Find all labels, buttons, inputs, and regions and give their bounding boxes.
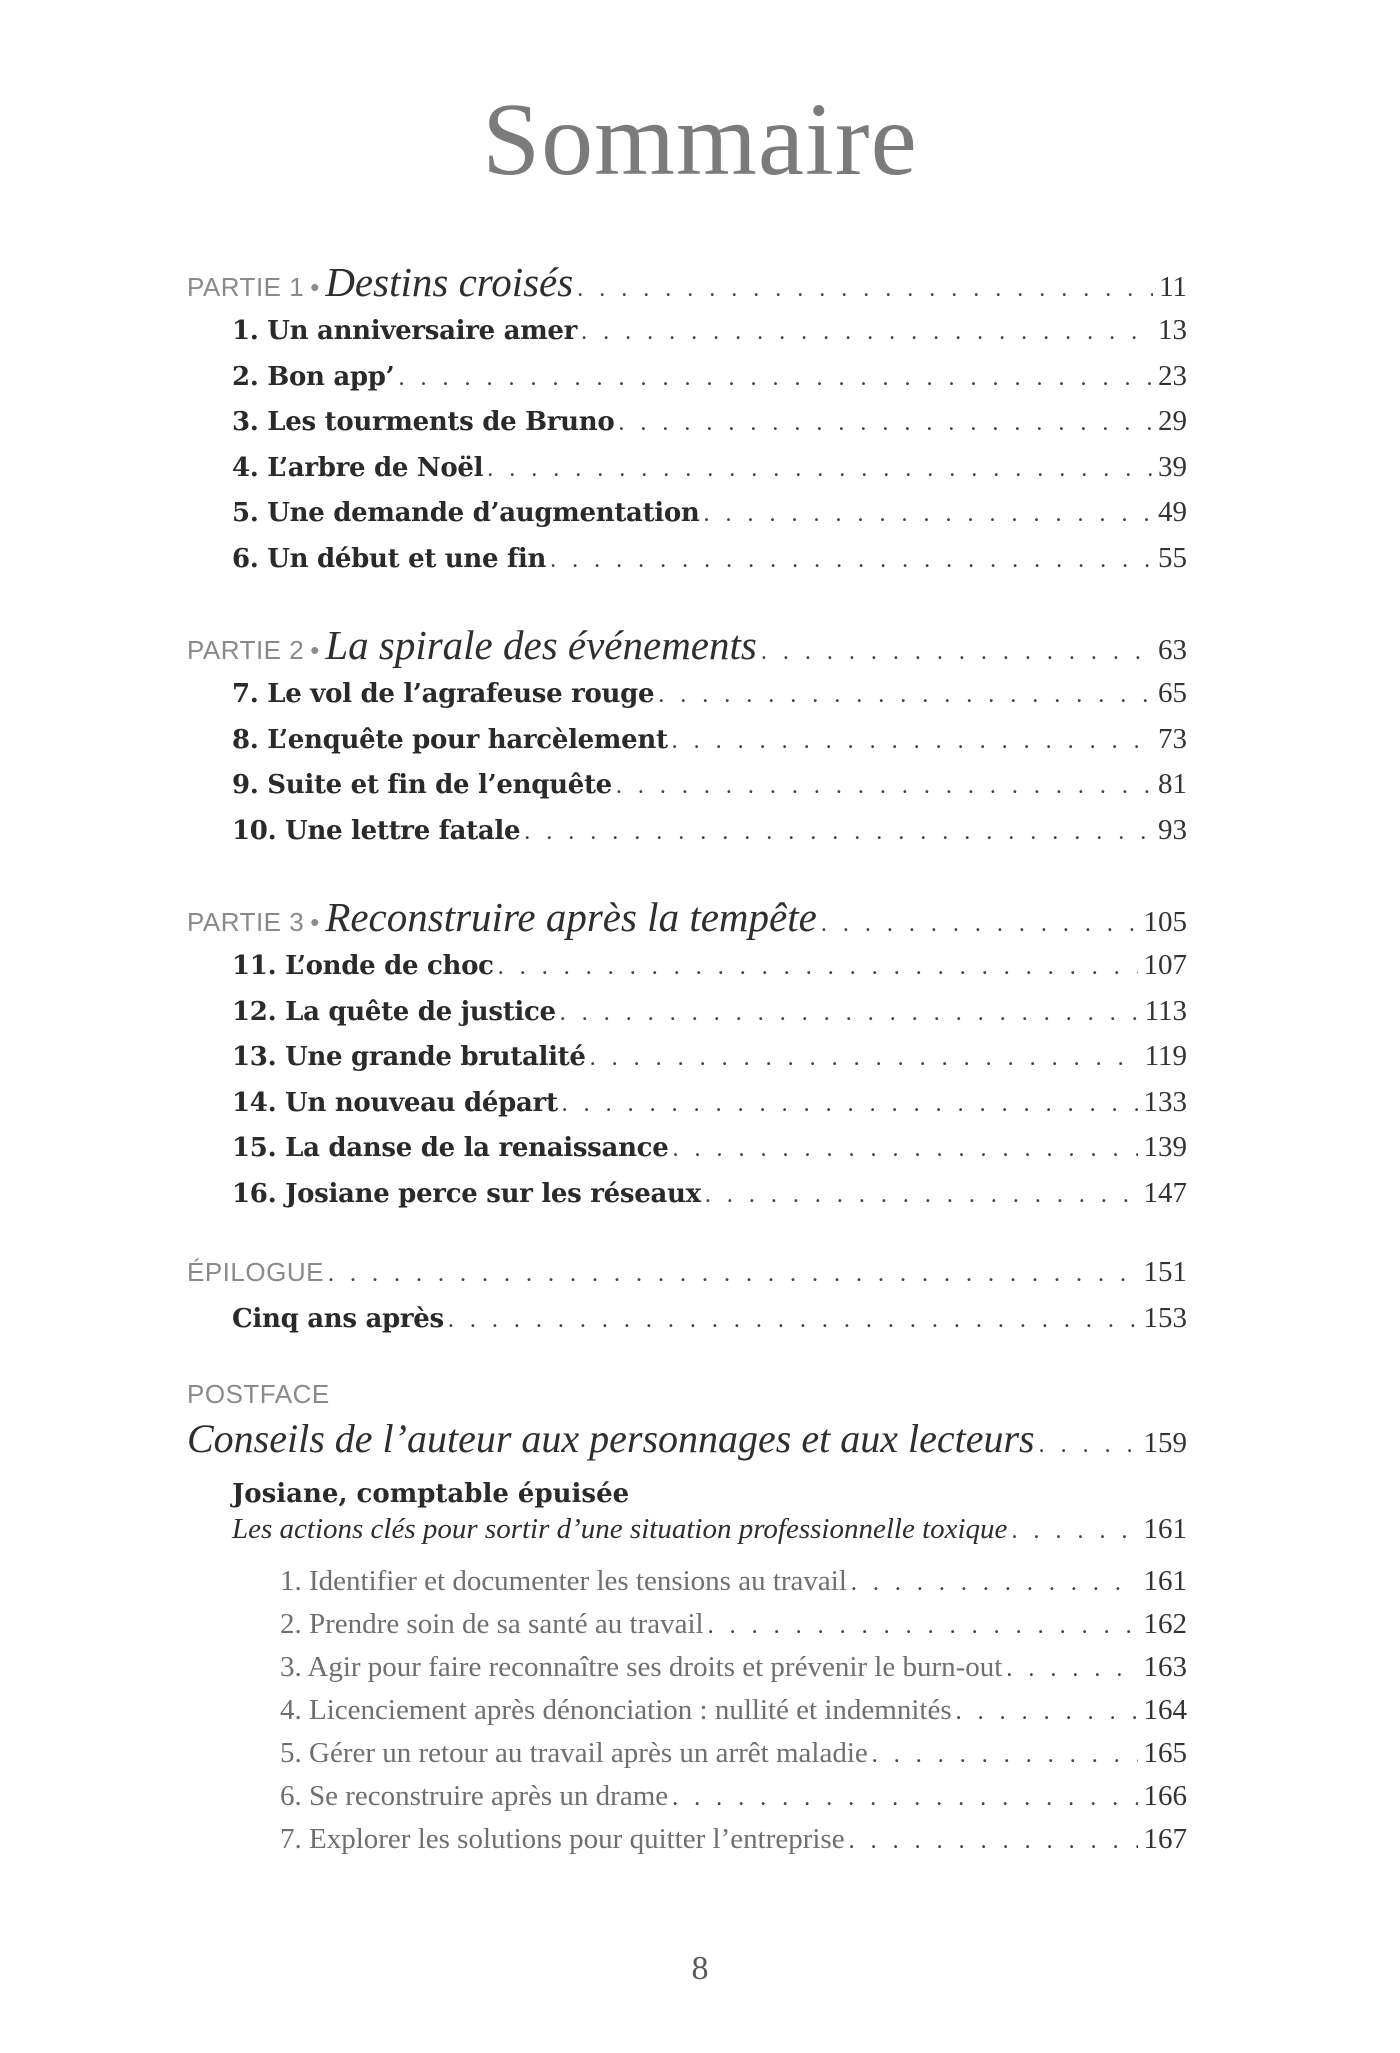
page-ref: 29 — [1158, 405, 1187, 437]
dot-leader — [704, 501, 1152, 528]
chapter-label: 1. Un anniversaire amer — [232, 316, 578, 346]
page-ref: 119 — [1144, 1040, 1187, 1072]
toc-chapter[interactable] — [187, 542, 1187, 588]
page-ref: 165 — [1143, 1737, 1187, 1769]
part-bullet: • — [310, 272, 320, 302]
page-ref: 162 — [1143, 1608, 1187, 1640]
dot-leader — [448, 1307, 1138, 1334]
part-title: La spirale des événements — [325, 622, 757, 668]
part-label: PARTIE 2 — [187, 635, 305, 665]
part-title: Destins croisés — [325, 259, 574, 305]
part-title: Reconstruire après la tempête — [325, 894, 817, 940]
chapter-label: 6. Un début et une fin — [232, 543, 547, 574]
dot-leader — [524, 819, 1152, 846]
page-ref: 107 — [1143, 949, 1187, 981]
toc-chapter[interactable] — [187, 949, 1187, 995]
page-ref: 23 — [1158, 359, 1187, 392]
toc-chapter[interactable] — [187, 496, 1187, 542]
page-ref: 11 — [1159, 271, 1187, 303]
dot-leader — [708, 1613, 1138, 1640]
page-title: Sommaire — [482, 82, 918, 197]
toc-chapter[interactable] — [187, 1086, 1187, 1132]
dot-leader — [618, 410, 1152, 437]
chapter-label: 7. Le vol de l’agrafeuse rouge — [232, 679, 655, 709]
dot-leader — [705, 1182, 1138, 1209]
toc-part-3[interactable] — [187, 893, 1187, 949]
toc-item[interactable] — [187, 1737, 1187, 1780]
toc-postface-section[interactable] — [187, 1513, 1187, 1559]
toc-postface[interactable] — [187, 1415, 1187, 1471]
toc-chapter[interactable] — [187, 768, 1187, 814]
chapter-label: 13. Une grande brutalité — [232, 1042, 586, 1072]
page-ref: 63 — [1158, 634, 1187, 666]
page-ref: 39 — [1158, 450, 1187, 483]
dot-leader — [1011, 1518, 1137, 1545]
chapter-label: 3. Les tourments de Bruno — [232, 407, 615, 437]
chapter-label: 10. Une lettre fatale — [232, 815, 521, 846]
part-label: PARTIE 3 — [187, 907, 305, 937]
page-ref: 159 — [1143, 1427, 1187, 1459]
section-gap — [187, 1347, 1187, 1373]
dot-leader — [672, 1136, 1137, 1163]
item-label: 2. Prendre soin de sa santé au travail — [280, 1608, 704, 1640]
dot-leader — [328, 1261, 1138, 1288]
dot-leader — [849, 1828, 1138, 1855]
page-ref: 147 — [1143, 1176, 1187, 1209]
dot-leader — [581, 319, 1152, 346]
page-ref: 13 — [1158, 314, 1187, 346]
toc-item[interactable] — [187, 1823, 1187, 1866]
dot-leader — [577, 276, 1153, 303]
postface-title: Conseils de l’auteur aux personnages et aux lecteurs — [187, 1416, 1035, 1461]
toc-part-1[interactable] — [187, 258, 1187, 314]
chapter-label: Cinq ans après — [232, 1303, 444, 1334]
dot-leader — [658, 682, 1152, 709]
chapter-label: 5. Une demande d’augmentation — [232, 498, 700, 528]
dot-leader — [560, 1000, 1139, 1027]
chapter-label: 9. Suite et fin de l’enquête — [232, 770, 612, 800]
part-label: PARTIE 1 — [187, 272, 305, 302]
dot-leader — [672, 728, 1152, 755]
toc-chapter[interactable] — [187, 677, 1187, 723]
toc-part-2[interactable] — [187, 621, 1187, 677]
dot-leader — [821, 911, 1138, 938]
dot-leader — [1006, 1656, 1137, 1683]
toc-chapter[interactable] — [187, 723, 1187, 769]
dot-leader — [872, 1742, 1138, 1769]
toc-chapter[interactable] — [187, 405, 1187, 451]
chapter-label: 11. L’onde de choc — [232, 951, 494, 981]
page-ref: 166 — [1143, 1780, 1187, 1812]
item-label: 3. Agir pour faire reconnaître ses droits et prévenir le burn-out — [280, 1651, 1003, 1683]
page-ref: 81 — [1158, 768, 1187, 800]
toc-item[interactable] — [187, 1608, 1187, 1651]
page-ref: 93 — [1158, 813, 1187, 846]
part-bullet: • — [310, 635, 320, 665]
page-ref: 161 — [1143, 1513, 1187, 1545]
chapter-label: 8. L’enquête pour harcèlement — [232, 724, 668, 755]
toc-chapter[interactable] — [187, 814, 1187, 860]
chapter-label: 2. Bon app’ — [232, 361, 395, 392]
dot-leader — [851, 1570, 1138, 1597]
dot-leader — [1039, 1432, 1138, 1459]
chapter-label: 4. L’arbre de Noël — [232, 452, 484, 483]
toc-chapter[interactable] — [187, 1131, 1187, 1177]
page-number: 8 — [691, 1950, 709, 1987]
page-ref: 164 — [1143, 1694, 1187, 1726]
page-ref: 55 — [1158, 541, 1187, 574]
toc-chapter[interactable] — [187, 1177, 1187, 1223]
page-ref: 153 — [1143, 1301, 1187, 1334]
dot-leader — [616, 773, 1152, 800]
item-label: 1. Identifier et documenter les tensions au travail — [280, 1565, 847, 1597]
toc-item[interactable] — [187, 1565, 1187, 1608]
toc-item[interactable] — [187, 1651, 1187, 1694]
toc-chapter[interactable] — [187, 451, 1187, 497]
toc-item[interactable] — [187, 1780, 1187, 1823]
page-ref: 49 — [1158, 496, 1187, 528]
dot-leader — [398, 365, 1152, 392]
dot-leader — [562, 1091, 1138, 1118]
dot-leader — [761, 639, 1152, 666]
page-ref: 133 — [1143, 1085, 1187, 1118]
chapter-label: 12. La quête de justice — [232, 996, 556, 1027]
page-ref: 105 — [1143, 906, 1187, 938]
section-gap — [187, 587, 1187, 621]
page-ref: 163 — [1143, 1651, 1187, 1683]
table-of-contents — [187, 258, 1187, 1866]
toc-chapter[interactable] — [187, 360, 1187, 406]
item-label: 4. Licenciement après dénonciation : nullité et indemnités — [280, 1694, 952, 1726]
part-bullet: • — [310, 907, 320, 937]
dot-leader — [672, 1785, 1137, 1812]
toc-epilogue[interactable] — [187, 1256, 1187, 1302]
postface-label: POSTFACE — [187, 1379, 330, 1409]
dot-leader — [498, 954, 1138, 981]
chapter-label: 16. Josiane perce sur les réseaux — [232, 1178, 701, 1209]
item-label: 7. Explorer les solutions pour quitter l’entreprise — [280, 1823, 845, 1855]
page-ref: 65 — [1158, 677, 1187, 709]
dot-leader — [590, 1045, 1139, 1072]
toc-item[interactable] — [187, 1694, 1187, 1737]
dot-leader — [487, 456, 1152, 483]
page-ref: 151 — [1143, 1256, 1187, 1288]
item-label: 5. Gérer un retour au travail après un arrêt maladie — [280, 1737, 868, 1769]
toc-chapter[interactable] — [187, 995, 1187, 1041]
epilogue-label: ÉPILOGUE — [187, 1257, 324, 1287]
section-gap — [187, 859, 1187, 893]
postface-section-subtitle: Les actions clés pour sortir d’une situation professionnelle toxique — [232, 1513, 1008, 1545]
chapter-label: 15. La danse de la renaissance — [232, 1133, 669, 1163]
section-gap — [187, 1222, 1187, 1256]
toc-chapter[interactable] — [187, 1040, 1187, 1086]
chapter-label: 14. Un nouveau départ — [232, 1087, 558, 1118]
toc-chapter[interactable] — [187, 314, 1187, 360]
page-ref: 73 — [1158, 722, 1187, 755]
dot-leader — [550, 547, 1152, 574]
page-ref: 167 — [1143, 1823, 1187, 1855]
toc-chapter[interactable] — [187, 1302, 1187, 1348]
page-ref: 139 — [1143, 1131, 1187, 1163]
dot-leader — [956, 1699, 1138, 1726]
page-ref: 161 — [1143, 1565, 1187, 1597]
postface-section-head: Josiane, comptable épuisée — [232, 1479, 630, 1509]
item-label: 6. Se reconstruire après un drame — [280, 1780, 669, 1812]
page-ref: 113 — [1144, 994, 1187, 1027]
